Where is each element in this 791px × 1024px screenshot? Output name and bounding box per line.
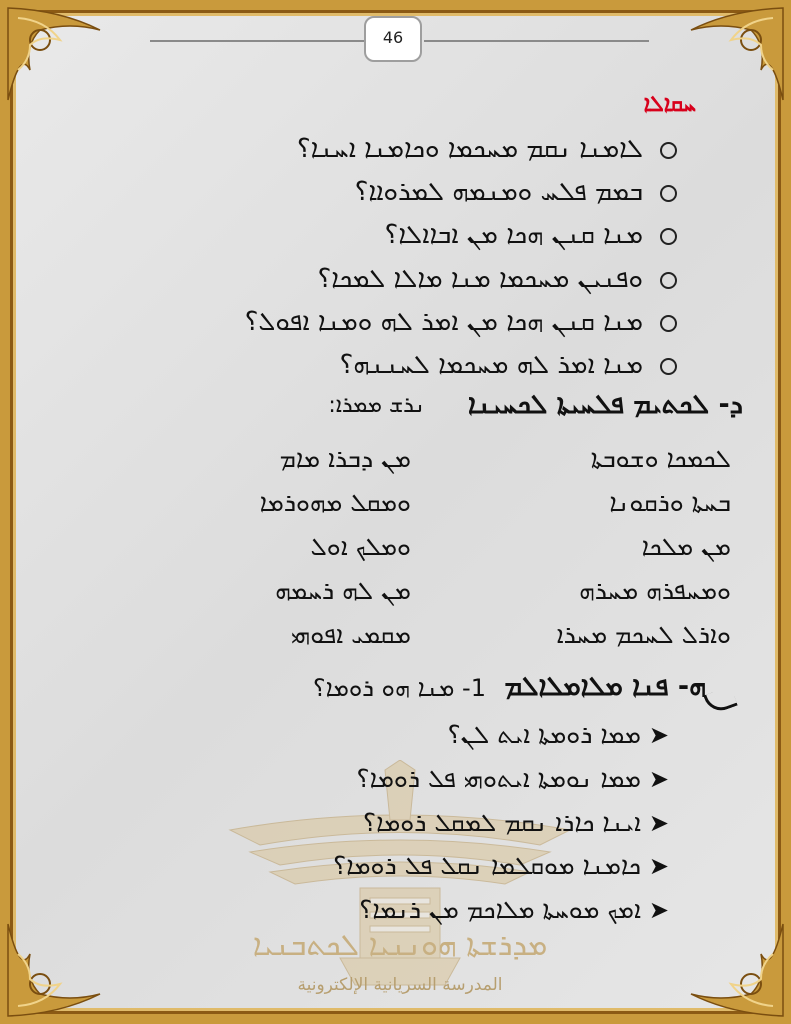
question-text: ܠܐܡܢܐ ܢܩܡ ܡܚܟܡܐ ܘܟܐܡܢܐ ܐܚܢܐ؟ [296, 134, 643, 164]
arrow-bullet-icon: ➤ [648, 896, 669, 925]
question-text: ܘܦܢܝܢ ܡܚܟܡܐ ܡܢܐ ܡܐܠܐ ܠܡܟܐ؟ [317, 263, 643, 294]
circle-bullet-icon [660, 315, 677, 332]
page-number: 46 [364, 16, 422, 62]
list-item-text: ܟܐܡܢܐ ܡܘܩܠܡܐ ܢܩܠ ܦܠ ܪܘܡܐ؟ [333, 851, 641, 881]
pair-left-cell: ܘܡܠܟ ܐܘܠ [310, 532, 411, 561]
question-text: ܒܡܡ ܦܠܚ ܘܡܢܡܗ ܠܡܪܘܐܐ؟ [354, 177, 643, 208]
ornament-corner-icon [681, 914, 791, 1024]
question-list [151, 128, 671, 387]
header-divider [424, 40, 649, 42]
arrow-bullet-icon: ➤ [648, 721, 669, 749]
watermark-syriac-title: ܡܕܪܫܬܐ ܗܘܢܢܝܐ ܠܟܬܒܢܝܐ [252, 928, 548, 963]
circle-bullet-icon [660, 142, 677, 159]
section-d-instruction: ܢܪܫ ܡܡܪܐ: [328, 393, 425, 418]
list-item [181, 757, 669, 801]
list-item-text: ܐܡܟ ܡܘܚܬܐ ܡܠܐܟܡ ܡܢ ܪܢܡܐ؟ [359, 895, 641, 925]
circle-bullet-icon [660, 272, 677, 289]
question-item [151, 171, 671, 214]
pair-right-cell: ܒܚܬܐ ܘܪܩܘܢܐ [609, 488, 731, 517]
question-text: ܡܢܐ ܐܡܪ ܠܗ ܡܚܟܡܐ ܠܚܢܢܗ؟ [339, 349, 643, 380]
question-item [151, 301, 671, 344]
list-item-text: ܡܡܐ ܪܘܡܬܐ ܐܝܬ ܠܢ؟ [447, 720, 641, 749]
pair-right-cell: ܘܡܚܦܪܗ ܡܚܪܗ [579, 576, 731, 605]
section-d-heading [328, 389, 743, 421]
pair-left-cell: ܡܢ ܕܒܪܐ ܡܐܡ [279, 444, 411, 473]
ornament-corner-icon [0, 0, 110, 110]
section-h-heading [312, 671, 706, 703]
pair-right-cell: ܘܐܪܠ ܠܚܟܡ ܡܚܪܐ [556, 620, 731, 649]
watermark-arabic-title: المدرسة السريانية الإلكترونية [297, 975, 503, 995]
list-item [181, 844, 669, 888]
ornament-corner-icon [0, 914, 110, 1024]
section-h-label: ܗ- ܦܢܐ ܡܠܐܡܠܐܠܡ [504, 671, 706, 702]
pair-right-cell: ܠܟܡܟܐ ܘܫܘܒܬܐ [590, 444, 731, 473]
pair-left-cell: ܡܩܡܝ ܐܦܘܗܝ [291, 620, 411, 649]
list-item [181, 888, 669, 932]
question-text: ܡܢܐ ܩܢܢ ܗܟܐ ܡܢ ܐܒܐܐܠܐ؟ [384, 220, 643, 251]
question-text: ܡܢܐ ܩܢܢ ܗܟܐ ܡܢ ܐܡܪ ܠܗ ܘܡܢܐ ܐܦܘܠ؟ [244, 306, 643, 337]
list-item [181, 801, 669, 845]
section-d-label: ܕ- ܠܟܬܝܡ ܦܠܚܝܬܐ ܠܟܚܝܢܐ [467, 389, 743, 420]
question-item [151, 258, 671, 301]
arrow-bullet-icon: ➤ [648, 764, 669, 793]
list-item-text: ܡܡܐ ܢܘܡܬܐ ܐܝܬܘܗܝ ܦܠ ܪܘܡܐ؟ [356, 763, 641, 793]
list-item [181, 713, 669, 757]
list-item-text: ܐܝܢܐ ܟܐܪܐ ܢܩܡ ܠܡܩܠ ܪܘܡܐ؟ [362, 807, 641, 837]
circle-bullet-icon [660, 358, 677, 375]
bullet-list [181, 713, 669, 932]
ornament-corner-icon [681, 0, 791, 110]
section-h-subquestion: 1- ܡܢܐ ܗܘ ܪܘܡܐ؟ [312, 674, 486, 702]
pair-right-cell: ܡܢ ܡܠܟܐ [641, 532, 731, 561]
pair-left-cell: ܘܡܩܠ ܡܗܘܪܡܐ [259, 488, 411, 517]
question-item [151, 214, 671, 257]
arrow-bullet-icon: ➤ [648, 852, 669, 881]
question-item [151, 128, 671, 171]
header-divider [150, 40, 364, 42]
pair-left-cell: ܡܢ ܠܗ ܪܚܡܗ [275, 576, 411, 605]
section-title: ܚܩܐܠܐ [643, 92, 696, 117]
arrow-bullet-icon: ➤ [648, 808, 669, 837]
question-item [151, 344, 671, 387]
